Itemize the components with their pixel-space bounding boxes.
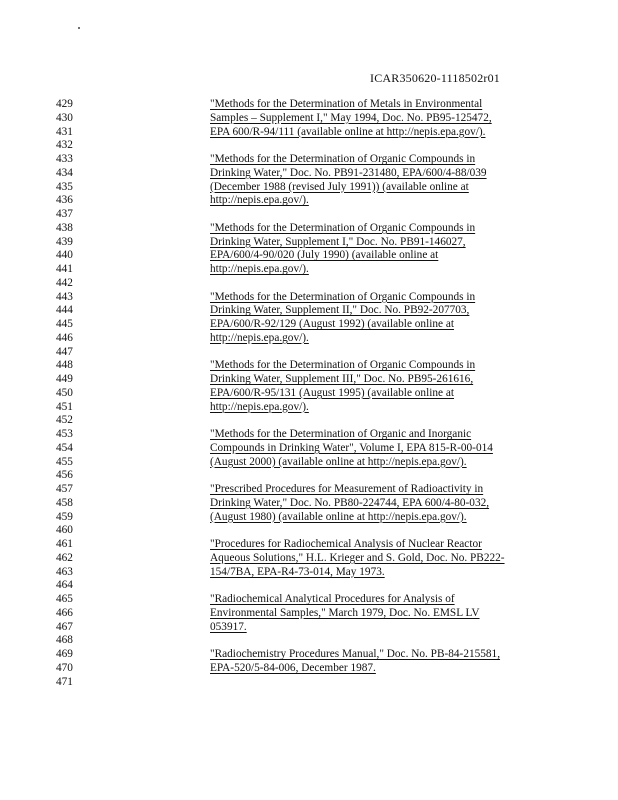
line-number: 471 — [56, 675, 73, 688]
line-number: 451 — [56, 400, 73, 413]
line-text: (December 1988 (revised July 1991)) (available online at — [210, 180, 469, 193]
line-text: "Procedures for Radiochemical Analysis of Nuclear Reactor — [210, 538, 482, 550]
line-text: "Methods for the Determination of Organic Compounds in — [210, 359, 476, 372]
line-text: "Methods for the Determination of Organic Compounds in — [210, 290, 476, 303]
line-number: 444 — [56, 304, 73, 317]
text-line — [0, 304, 618, 318]
text-line — [0, 442, 618, 456]
line-number: 440 — [56, 249, 73, 262]
line-text: http://nepis.epa.gov/). — [210, 263, 309, 275]
line-text: 154/7BA, EPA-R4-73-014, May 1973. — [210, 565, 385, 578]
text-line — [0, 648, 618, 662]
text-line — [0, 497, 618, 511]
line-number: 431 — [56, 125, 73, 138]
text-line — [0, 167, 618, 181]
text-line — [0, 511, 618, 525]
line-number: 469 — [56, 648, 73, 660]
line-text: http://nepis.epa.gov/). — [210, 194, 309, 207]
line-number: 436 — [56, 194, 73, 207]
line-number: 449 — [56, 373, 73, 385]
line-text: Aqueous Solutions," H.L. Krieger and S. Gold, Doc. No. PB222- — [210, 551, 505, 564]
text-line — [0, 98, 618, 112]
line-text: EPA/600/R-95/131 (August 1995) (available online at — [210, 386, 455, 399]
line-text: "Methods for the Determination of Organic Compounds in — [210, 153, 476, 165]
line-number: 465 — [56, 593, 73, 605]
line-number: 445 — [56, 318, 73, 330]
line-text: "Methods for the Determination of Organic and Inorganic — [210, 428, 472, 440]
document-id: ICAR350620-1118502r01 — [370, 71, 500, 85]
text-line — [0, 607, 618, 621]
text-line — [0, 139, 618, 153]
line-number: 452 — [56, 414, 73, 427]
text-line — [0, 194, 618, 208]
line-number: 435 — [56, 180, 73, 193]
text-line — [0, 263, 618, 277]
line-number: 446 — [56, 331, 73, 344]
line-text: EPA/600/4-90/020 (July 1990) (available online at — [210, 249, 439, 262]
line-number: 464 — [56, 579, 73, 592]
line-number: 441 — [56, 263, 73, 275]
text-line — [0, 676, 618, 690]
text-line — [0, 456, 618, 470]
line-number: 466 — [56, 606, 73, 619]
line-text: "Methods for the Determination of Metals in Environmental — [210, 98, 483, 110]
line-text: EPA-520/5-84-006, December 1987. — [210, 661, 376, 674]
line-number: 434 — [56, 166, 73, 179]
line-number: 433 — [56, 153, 73, 165]
text-line — [0, 593, 618, 607]
line-number: 430 — [56, 111, 73, 124]
text-line — [0, 662, 618, 676]
text-line — [0, 153, 618, 167]
text-line — [0, 181, 618, 195]
line-number: 457 — [56, 483, 73, 495]
line-number: 454 — [56, 441, 73, 454]
text-line — [0, 428, 618, 442]
text-line — [0, 236, 618, 250]
line-number: 456 — [56, 469, 73, 482]
text-line — [0, 469, 618, 483]
text-line — [0, 387, 618, 401]
line-number: 442 — [56, 276, 73, 289]
text-line — [0, 401, 618, 415]
line-number: 432 — [56, 139, 73, 152]
text-line — [0, 126, 618, 140]
numbered-text-body — [0, 98, 618, 689]
text-line — [0, 249, 618, 263]
line-number: 439 — [56, 235, 73, 248]
text-line — [0, 566, 618, 580]
line-text: "Methods for the Determination of Organic Compounds in — [210, 221, 476, 234]
line-number: 462 — [56, 551, 73, 564]
line-text: Drinking Water, Supplement III," Doc. No. PB95-261616, — [210, 373, 474, 385]
line-text: Drinking Water, Supplement I," Doc. No. PB91-146027, — [210, 235, 466, 248]
scan-speck — [78, 27, 80, 29]
line-text: http://nepis.epa.gov/). — [210, 400, 309, 413]
line-text: Samples – Supplement I," May 1994, Doc. No. PB95-125472, — [210, 111, 492, 124]
text-line — [0, 634, 618, 648]
text-line — [0, 112, 618, 126]
text-line — [0, 483, 618, 497]
text-line — [0, 524, 618, 538]
line-number: 450 — [56, 386, 73, 399]
text-line — [0, 222, 618, 236]
line-text: 053917. — [210, 620, 247, 633]
line-number: 470 — [56, 661, 73, 674]
text-line — [0, 208, 618, 222]
line-text: "Radiochemistry Procedures Manual," Doc. No. PB-84-215581, — [210, 648, 501, 660]
text-line — [0, 291, 618, 305]
line-number: 438 — [56, 221, 73, 234]
text-line — [0, 318, 618, 332]
line-text: EPA/600/R-92/129 (August 1992) (available online at — [210, 318, 455, 330]
text-line — [0, 579, 618, 593]
line-number: 443 — [56, 290, 73, 303]
text-line — [0, 277, 618, 291]
line-number: 467 — [56, 620, 73, 633]
line-number: 455 — [56, 455, 73, 468]
line-text: (August 2000) (available online at http://nepis.epa.gov/). — [210, 455, 467, 468]
line-text: EPA 600/R-94/111 (available online at http://nepis.epa.gov/). — [210, 125, 486, 138]
line-text: "Radiochemical Analytical Procedures for Analysis of — [210, 593, 455, 605]
line-text: Drinking Water," Doc. No. PB91-231480, EPA/600/4-88/039 — [210, 166, 487, 179]
line-number: 463 — [56, 565, 73, 578]
line-number: 429 — [56, 98, 73, 110]
line-number: 458 — [56, 496, 73, 509]
text-line — [0, 346, 618, 360]
text-line — [0, 621, 618, 635]
line-text: Drinking Water, Supplement II," Doc. No. PB92-207703, — [210, 304, 470, 317]
line-number: 459 — [56, 510, 73, 523]
line-number: 468 — [56, 634, 73, 647]
text-line — [0, 552, 618, 566]
line-text: http://nepis.epa.gov/). — [210, 331, 309, 344]
text-line — [0, 538, 618, 552]
line-text: "Prescribed Procedures for Measurement of Radioactivity in — [210, 483, 484, 495]
line-number: 448 — [56, 359, 73, 372]
line-number: 460 — [56, 524, 73, 537]
line-text: (August 1980) (available online at http://nepis.epa.gov/). — [210, 510, 467, 523]
line-text: Drinking Water," Doc. No. PB80-224744, EPA 600/4-80-032, — [210, 496, 490, 509]
text-line — [0, 359, 618, 373]
line-number: 453 — [56, 428, 73, 440]
line-number: 447 — [56, 345, 73, 358]
line-text: Environmental Samples," March 1979, Doc. No. EMSL LV — [210, 606, 480, 619]
line-text: Compounds in Drinking Water", Volume I, EPA 815-R-00-014 — [210, 441, 493, 454]
text-line — [0, 373, 618, 387]
line-number: 461 — [56, 538, 73, 550]
line-number: 437 — [56, 208, 73, 220]
text-line — [0, 414, 618, 428]
text-line — [0, 332, 618, 346]
